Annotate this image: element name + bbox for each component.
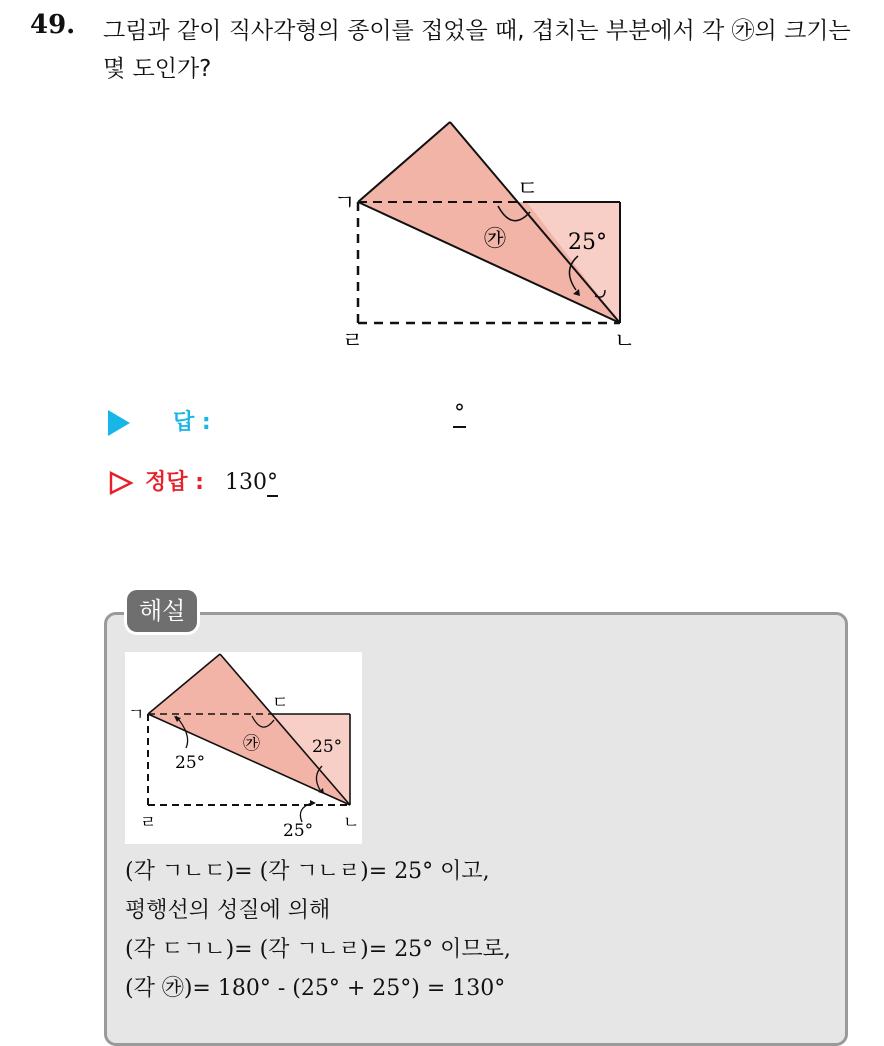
angle-ga-label: ㉮ [484, 227, 507, 252]
fig2-label-d: ㄷ [272, 693, 289, 713]
correct-answer-number: 130 [224, 470, 267, 495]
fig2-angle-25-right: 25° [312, 737, 343, 757]
explanation-text [125, 852, 511, 1008]
explanation-line: 평행선의 성질에 의해 [125, 898, 331, 923]
vertex-label-r: ㄹ [342, 329, 364, 350]
correct-answer-unit: ° [266, 470, 278, 495]
explanation-figure [125, 652, 362, 844]
fig2-label-r: ㄹ [140, 813, 157, 833]
explanation-line: (각 ㉮)= 180° - (25° + 25°) = 130° [125, 976, 506, 1001]
vertex-label-d: ㄷ [517, 177, 539, 202]
answer-blank-unit: ° [454, 401, 465, 426]
vertex-label-g: ㄱ [334, 191, 356, 216]
correct-answer-label: 정답 : [145, 470, 204, 495]
vertex-label-n: ㄴ [614, 329, 636, 350]
explanation-tag: 해설 [127, 590, 197, 632]
fig2-label-n: ㄴ [343, 813, 360, 833]
correct-answer-value [225, 470, 278, 495]
explanation-line: (각 ㄷㄱㄴ)= (각 ㄱㄴㄹ)= 25° 이므로, [125, 937, 511, 962]
answer-label: 답 : [173, 410, 211, 435]
folded-rectangle-figure [325, 110, 645, 350]
play-triangle-icon [108, 410, 130, 436]
explanation-line: (각 ㄱㄴㄷ)= (각 ㄱㄴㄹ)= 25° 이고, [125, 859, 490, 884]
answer-blank[interactable] [453, 401, 466, 426]
correct-answer-row [108, 465, 278, 496]
fig2-angle-25-bottom: 25° [283, 821, 314, 841]
fig2-angle-25-left: 25° [175, 753, 206, 773]
question-text: 그림과 같이 직사각형의 종이를 접었을 때, 겹치는 부분에서 각 ㉮의 크기는 몇 도인가? [103, 18, 851, 82]
angle-25-label: 25° [568, 230, 607, 255]
outline-triangle-icon [108, 470, 134, 496]
fig2-angle-ga: ㉮ [243, 734, 260, 754]
question-number: 49. [30, 10, 76, 40]
answer-row [108, 401, 465, 436]
fig2-label-g: ㄱ [128, 705, 145, 725]
